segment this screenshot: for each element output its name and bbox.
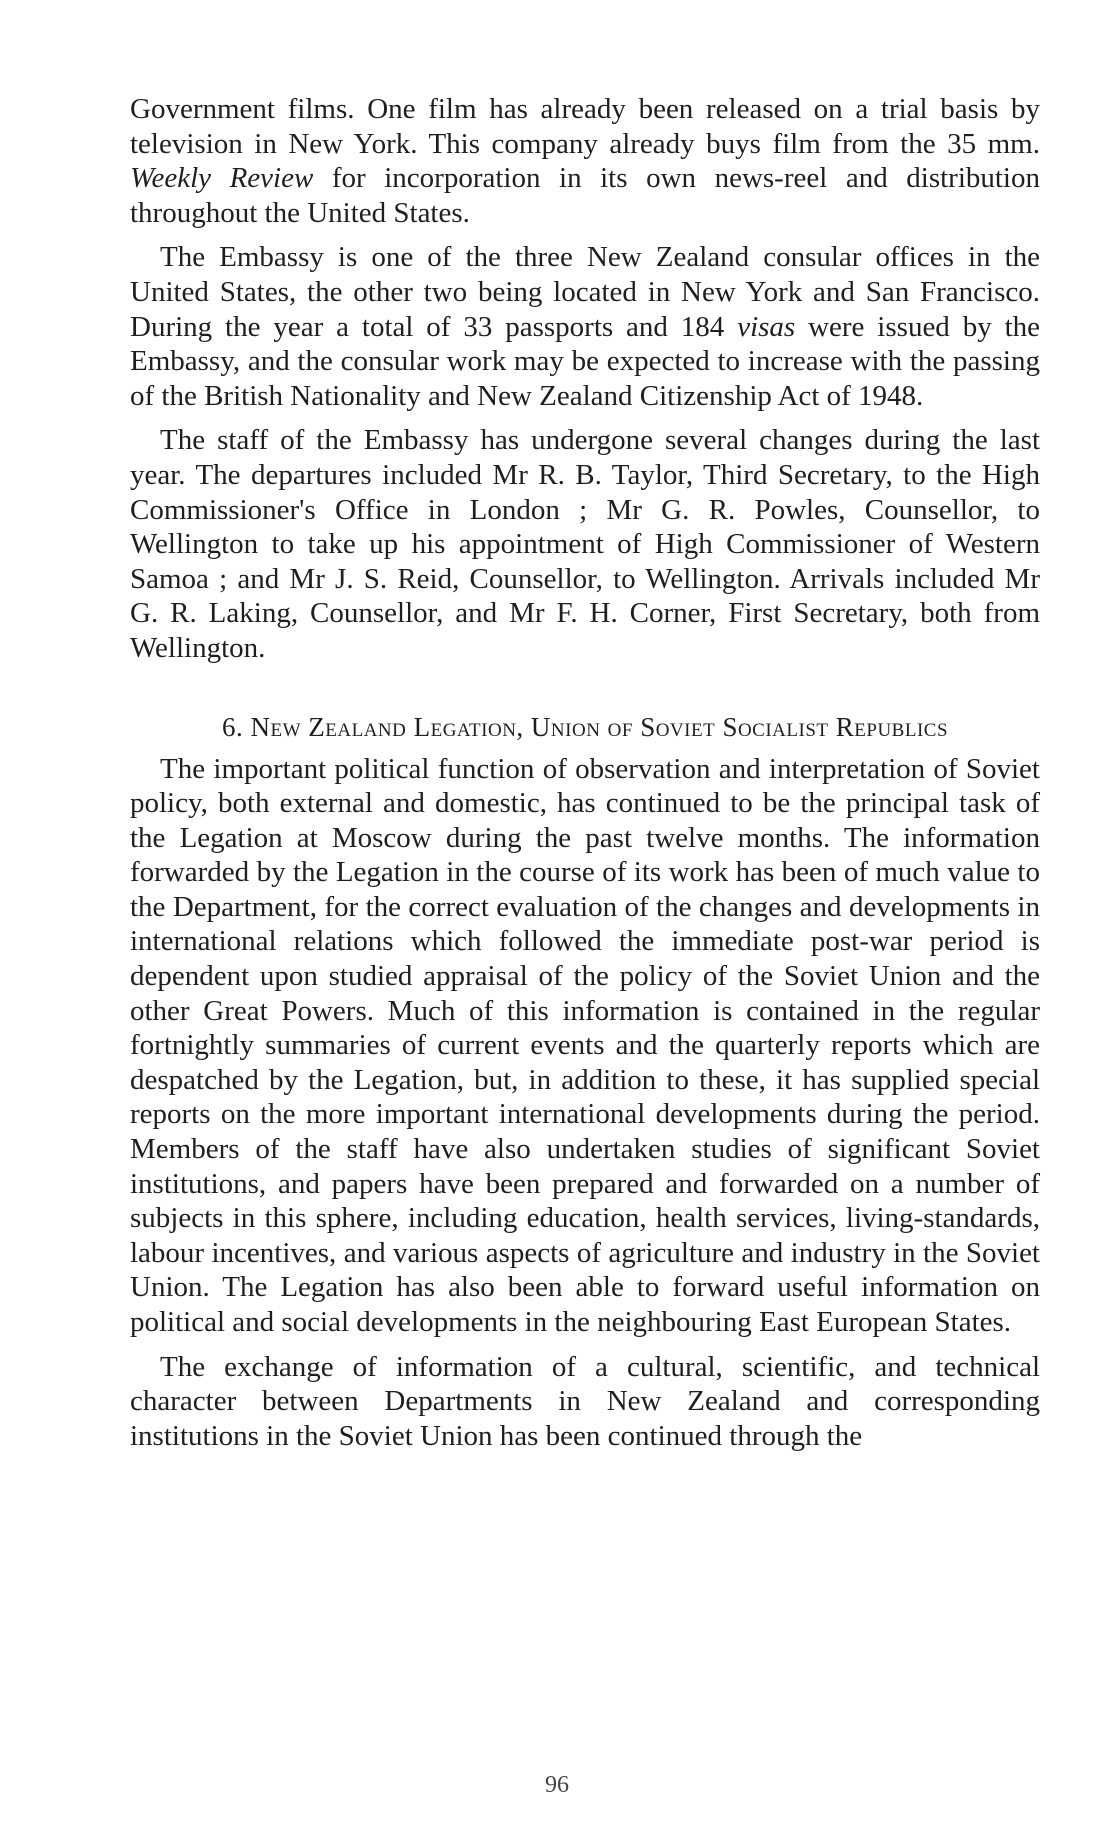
section-heading: 6. New Zealand Legation, Union of Soviet Socialist Republics bbox=[221, 711, 949, 742]
paragraph-information-exchange: The exchange of information of a cultural, scientific, and technical character between Departments in New Zealand and corresponding institutions in the Soviet Union has been continued through the bbox=[130, 1350, 1040, 1452]
paragraph-text: The Embassy is one of the three New Zealand consular offices in the United States, the other two being located in New York and San Francisco. During the year a total of 33 passports and 184 bbox=[130, 241, 1040, 343]
italic-term: visas bbox=[737, 310, 796, 343]
italic-title: Weekly Review bbox=[130, 162, 314, 195]
page-number: 96 bbox=[545, 1772, 569, 1798]
document-page bbox=[130, 92, 1040, 1463]
paragraph-text: were issued by the Embassy, and the consular work may be expected to increase with the passing of the British Nationality and New Zealand Citizenship Act of 1948. bbox=[130, 310, 1041, 412]
paragraph-consular-offices bbox=[130, 240, 1040, 413]
paragraph-government-films bbox=[130, 92, 1040, 230]
paragraph-political-function: The important political function of observation and interpretation of Soviet policy, both external and domestic, has continued to be the principal task of the Legation at Moscow during the past twelve months. The information forwarded by the Legation in the course of its work has been of much value to the Department, for the correct evaluation of the changes and developments in international relations which followed the immediate post-war period is dependent upon studied appraisal of the policy of the Soviet Union and the other Great Powers. Much of this information is contained in the regular fortnightly summaries of current events and the quarterly reports which are despatched by the Legation, but, in addition to these, it has supplied special reports on the more important international developments during the period. Members of the staff have also undertaken studies of significant Soviet institutions, and papers have been prepared and forwarded on a number of subjects in this sphere, including education, health services, living-standards, labour incentives, and various aspects of agriculture and industry in the Soviet Union. The Legation has also been able to forward useful information on political and social developments in the neighbouring East European States. bbox=[130, 752, 1040, 1338]
paragraph-text: Government films. One film has already been released on a trial basis by television in New York. This company already buys film from the 35 mm. bbox=[130, 93, 1040, 160]
paragraph-text: The staff of the Embassy has undergone several changes during the last year. The departures included Mr R. B. Taylor, Third Secretary, to the High Commissioner's Office in London ; Mr G. R. Powles, Counsellor, to Wellington to take up his appointment of High Commissioner of Western Samoa ; and Mr J. S. Reid, Counsellor, to Wellington. Arrivals included Mr G. R. Laking, Counsellor, and Mr F. H. Corner, First Secretary, both from Wellington. bbox=[130, 424, 1040, 664]
paragraph-embassy-staff bbox=[130, 423, 1040, 665]
paragraph-text: for incorporation in its own news-reel and distribution throughout the United States. bbox=[130, 162, 1040, 229]
